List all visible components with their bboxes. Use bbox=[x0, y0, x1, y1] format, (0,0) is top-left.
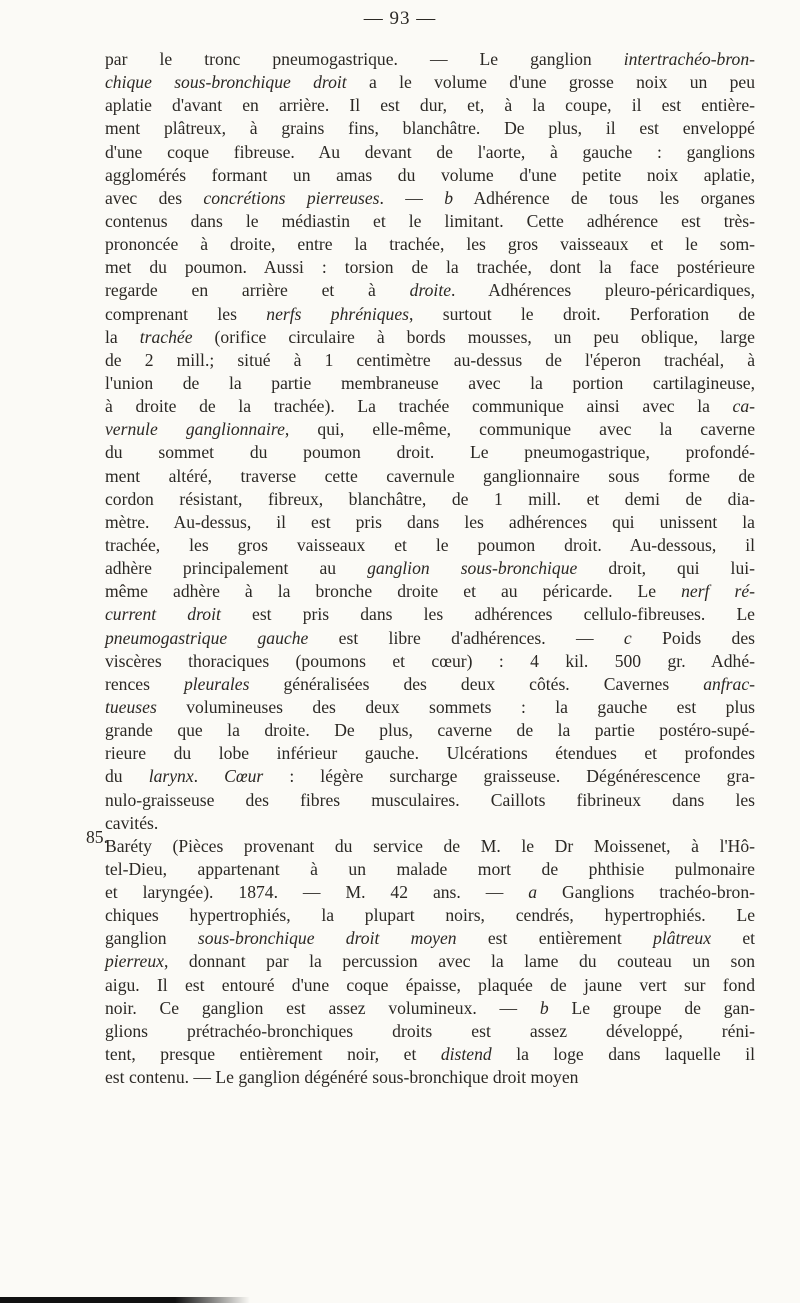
text-line: pneumogastrique gauche est libre d'adhérences. — c Poids des bbox=[105, 627, 755, 648]
text-line: ment plâtreux, à grains fins, blanchâtre. De plus, il est enveloppé bbox=[105, 118, 755, 139]
text-line: rieure du lobe inférieur gauche. Ulcérations étendues et profondes bbox=[105, 743, 755, 764]
text-line: et laryngée). 1874. — M. 42 ans. — a Ganglions trachéo-bron- bbox=[105, 882, 756, 903]
body-text bbox=[105, 48, 755, 1089]
text-line: par le tronc pneumogastrique. — Le ganglion intertrachéo-bron- bbox=[105, 49, 755, 69]
text-line: du sommet du poumon droit. Le pneumogastrique, profondé- bbox=[105, 442, 755, 463]
text-line: agglomérés formant un amas du volume d'une petite noix aplatie, bbox=[105, 164, 755, 185]
text-line: est contenu. — Le ganglion dégénéré sous-bronchique droit moyen bbox=[105, 1067, 579, 1088]
text-line: met du poumon. Aussi : torsion de la trachée, dont la face postérieure bbox=[105, 257, 755, 278]
case-number: 85. bbox=[86, 827, 108, 847]
text-line: l'union de la partie membraneuse avec la portion cartilagineuse, bbox=[105, 372, 755, 393]
text-line: ganglion sous-bronchique droit moyen est entièrement plâtreux et bbox=[105, 928, 756, 949]
text-line: contenus dans le médiastin et le limitant. Cette adhérence est très- bbox=[105, 210, 755, 231]
text-line: tent, presque entièrement noir, et distend la loge dans laquelle il bbox=[105, 1044, 755, 1065]
text-line: adhère principalement au ganglion sous-bronchique droit, qui lui- bbox=[105, 558, 755, 579]
text-line: chiques hypertrophiés, la plupart noirs, cendrés, hypertrophiés. Le bbox=[105, 905, 755, 926]
text-line: comprenant les nerfs phréniques, surtout le droit. Perforation de bbox=[105, 303, 756, 324]
text-line: cordon résistant, fibreux, blanchâtre, de 1 mill. et demi de dia- bbox=[105, 488, 755, 509]
text-line: la trachée (orifice circulaire à bords mousses, un peu oblique, large bbox=[105, 326, 755, 347]
text-line: chique sous-bronchique droit a le volume d'une grosse noix un peu bbox=[105, 72, 755, 93]
text-line: tueuses volumineuses des deux sommets : la gauche est plus bbox=[105, 696, 755, 717]
text-line: rences pleurales généralisées des deux côtés. Cavernes anfrac- bbox=[105, 673, 755, 694]
text-line: avec des concrétions pierreuses. — b Adhérence de tous les organes bbox=[105, 187, 755, 208]
text-line: nulo-graisseuse des fibres musculaires. Caillots fibrineux dans les bbox=[105, 789, 755, 810]
page-number: — 93 — bbox=[363, 8, 437, 29]
text-line: grande que la droite. De plus, caverne de la partie postéro-supé- bbox=[105, 720, 755, 741]
text-line: ment altéré, traverse cette cavernule ganglionnaire sous forme de bbox=[105, 465, 755, 486]
text-line: current droit est pris dans les adhérences cellulo-fibreuses. Le bbox=[105, 604, 755, 625]
text-line: noir. Ce ganglion est assez volumineux. — b Le groupe de gan- bbox=[105, 997, 755, 1018]
text-line: d'une coque fibreuse. Au devant de l'aorte, à gauche : ganglions bbox=[105, 141, 755, 162]
scan-edge-mark bbox=[0, 1297, 250, 1303]
text-line: du larynx. Cœur : légère surcharge graisseuse. Dégénérescence gra- bbox=[105, 766, 755, 787]
text-line: regarde en arrière et à droite. Adhérences pleuro-péricardiques, bbox=[105, 280, 756, 301]
text-line: aplatie d'avant en arrière. Il est dur, et, à la coupe, il est entière- bbox=[105, 95, 755, 116]
text-line: de 2 mill.; situé à 1 centimètre au-dessus de l'éperon trachéal, à bbox=[105, 349, 755, 370]
text-line: tel-Dieu, appartenant à un malade mort de phthisie pulmonaire bbox=[105, 858, 755, 879]
text-line: aigu. Il est entouré d'une coque épaisse, plaquée de jaune vert sur fond bbox=[105, 974, 755, 995]
text-line: prononcée à droite, entre la trachée, les gros vaisseaux et le som- bbox=[105, 234, 755, 255]
text-line: Baréty (Pièces provenant du service de M. le Dr Moissenet, à l'Hô- bbox=[105, 835, 755, 856]
text-line: trachée, les gros vaisseaux et le poumon droit. Au-dessous, il bbox=[105, 534, 755, 555]
text-line: viscères thoraciques (poumons et cœur) : 4 kil. 500 gr. Adhé- bbox=[105, 650, 755, 671]
text-line: même adhère à la bronche droite et au péricarde. Le nerf ré- bbox=[105, 581, 755, 602]
text-line: mètre. Au-dessus, il est pris dans les adhérences qui unissent la bbox=[105, 511, 755, 532]
text-line: pierreux, donnant par la percussion avec la lame du couteau un son bbox=[105, 951, 755, 972]
text-line: glions prétrachéo-bronchiques droits est assez développé, réni- bbox=[105, 1020, 755, 1041]
text-line: vernule ganglionnaire, qui, elle-même, communique avec la caverne bbox=[105, 419, 755, 440]
text-line: cavités. bbox=[105, 812, 159, 833]
text-line: à droite de la trachée). La trachée communique ainsi avec la ca- bbox=[105, 396, 755, 417]
